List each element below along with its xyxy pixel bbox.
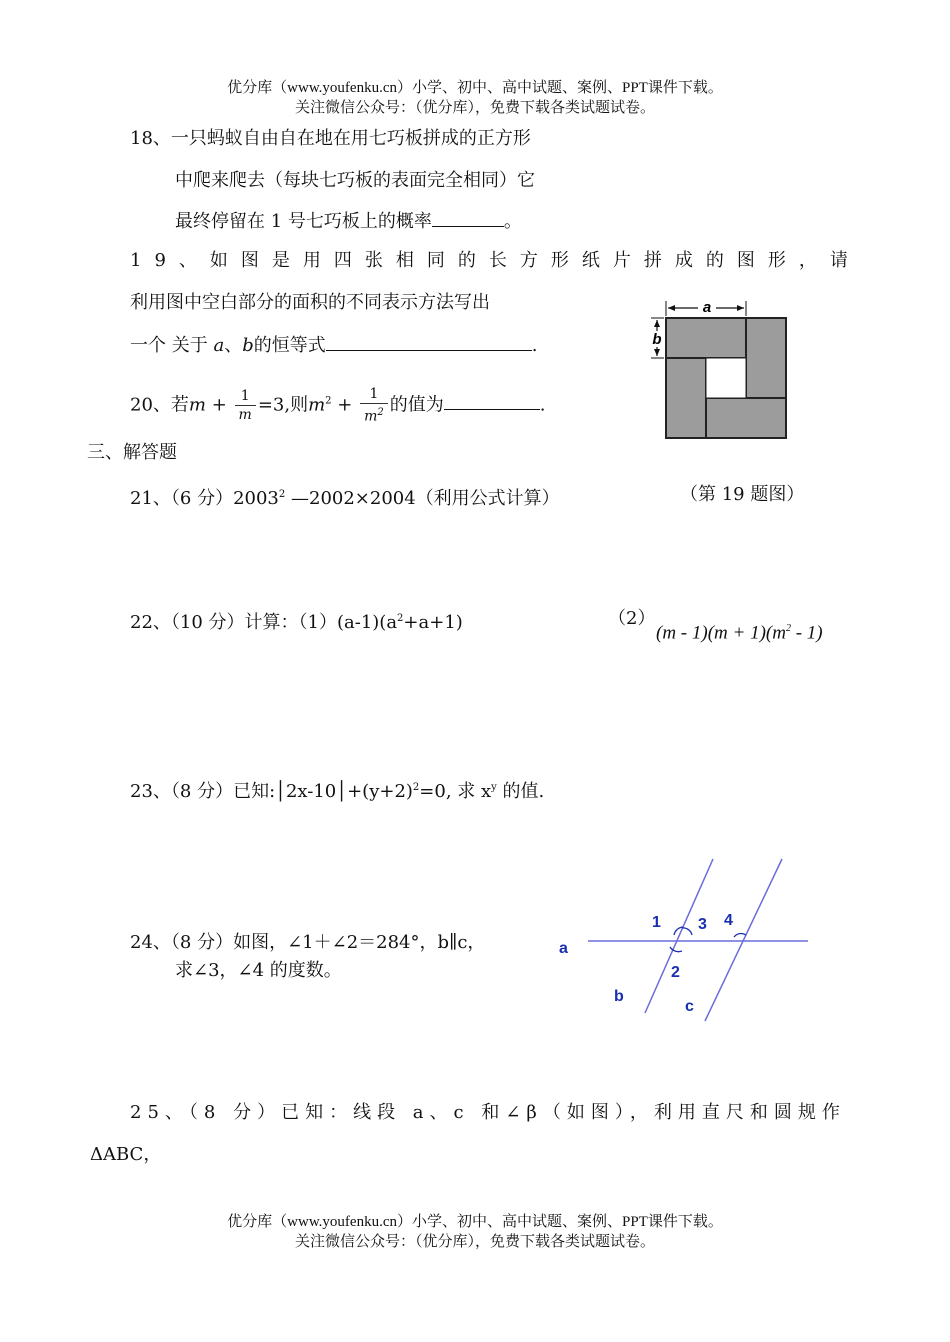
q24-line-b — [645, 859, 713, 1013]
q24-line-c — [705, 859, 782, 1021]
q19-text-a: 一个 关于 — [130, 335, 208, 356]
q20-prefix: 20、若 — [130, 394, 189, 416]
q19-rect-right — [746, 318, 786, 398]
q18-line-1: 18、一只蚂蚁自由自在地在用七巧板拼成的正方形 — [130, 128, 531, 149]
q21-text-b: —2002×2004（利用公式计算） — [285, 488, 560, 509]
q19-label-b: b — [652, 331, 662, 348]
q24-label-3: 3 — [698, 916, 707, 933]
q25-line-1: 25、（8 分）已知：线段 a、c 和∠β（如图），利用直尺和圆规作 — [130, 1102, 846, 1123]
q24-label-c: c — [685, 998, 694, 1015]
q19-var-b: b — [242, 335, 254, 356]
q20-suffix: 的值为 — [389, 394, 444, 416]
q20-fraction-2 — [360, 385, 388, 426]
q22-part1-a: 22、（10 分）计算：（1）(a-1)(a — [130, 612, 398, 633]
q23-line — [130, 775, 544, 805]
q22-part-1 — [130, 606, 463, 636]
q20-plus-2: + — [337, 394, 353, 416]
header-line-2: 关注微信公众号：（优分库），免费下载各类试题试卷。 — [294, 100, 655, 116]
q21-line — [130, 482, 560, 512]
q19-rect-top — [666, 318, 746, 358]
q24-figure — [550, 855, 820, 1030]
q18-text: 最终停留在 1 号七巧板上的概率 — [175, 211, 432, 232]
q22-expr-b: - 1) — [790, 622, 823, 644]
q19-rect-left — [666, 358, 706, 438]
q20-frac1-num: 1 — [235, 387, 256, 406]
q20-frac2-den-sq: 2 — [377, 407, 384, 418]
q20-end: . — [539, 394, 546, 416]
q19-figure-caption: （第 19 题图） — [680, 484, 805, 505]
q19-label-a: a — [702, 299, 712, 316]
footer-line-1: 优分库（www.youfenku.cn）小学、初中、高中试题、案例、PPT课件下载。 — [227, 1214, 723, 1230]
q20-frac2-num: 1 — [360, 385, 388, 404]
q24-line-2: 求∠3，∠4 的度数。 — [175, 960, 342, 981]
q24-angle-arc-4 — [734, 934, 746, 937]
q24-label-1: 1 — [652, 914, 661, 931]
q24-line-1: 24、（8 分）如图，∠1＋∠2＝284°，b∥c， — [130, 932, 486, 953]
q20-sq-1: 2 — [325, 395, 332, 407]
q20-frac2-den-m: m — [364, 408, 378, 425]
q20-eq: =3,则 — [257, 394, 309, 416]
q21-sq: 2 — [278, 489, 286, 500]
q20-line — [130, 385, 546, 426]
section-3-heading: 三、解答题 — [87, 442, 177, 463]
q22-part1-b: +a+1) — [403, 612, 463, 633]
q20-plus-1: + — [211, 394, 227, 416]
header-line-1: 优分库（www.youfenku.cn）小学、初中、高中试题、案例、PPT课件下载。 — [227, 80, 723, 96]
q19-answer-blank[interactable] — [326, 332, 532, 351]
footer-line-2: 关注微信公众号：（优分库），免费下载各类试题试卷。 — [294, 1234, 655, 1250]
q19-var-a: a — [213, 335, 225, 356]
q23-text-b: =0, 求 x — [419, 781, 492, 802]
q20-m-squared: m — [308, 394, 326, 416]
q19-line-3 — [130, 332, 537, 359]
q20-m: m — [188, 394, 206, 416]
q19-line-1: 19、如图是用四张相同的长方形纸片拼成的图形，请 — [130, 250, 861, 271]
q19-line-2: 利用图中空白部分的面积的不同表示方法写出 — [130, 292, 490, 313]
q19-figure — [648, 298, 793, 443]
q19-text-b: 的恒等式 — [253, 335, 326, 356]
q24-label-2: 2 — [671, 964, 680, 981]
q24-angle-arc-3 — [682, 928, 692, 935]
q18-end: 。 — [503, 211, 522, 232]
q25-line-2: ΔABC， — [90, 1144, 162, 1165]
q21-text-a: 21、（6 分）2003 — [130, 488, 279, 509]
q18-line-3 — [175, 208, 522, 235]
q19-end: . — [531, 335, 538, 356]
q22-expr-a: (m - 1)(m + 1)(m — [656, 622, 786, 644]
q20-frac1-den: m — [238, 406, 252, 423]
q23-text-a: 23、（8 分）已知:│2x-10│+(y+2) — [130, 781, 413, 802]
q24-label-4: 4 — [724, 912, 733, 929]
q20-fraction-1 — [235, 387, 256, 424]
q22-sq: 2 — [397, 613, 404, 624]
q20-frac2-den — [360, 404, 388, 426]
q19-center-square — [706, 358, 746, 398]
q18-line-2: 中爬来爬去（每块七巧板的表面完全相同）它 — [175, 170, 535, 191]
q22-part-2-label: （2） — [608, 608, 656, 629]
q23-sq: 2 — [412, 782, 420, 793]
q20-answer-blank[interactable] — [444, 391, 540, 410]
q22-part-2-expr — [656, 616, 823, 646]
q19-rect-bottom — [706, 398, 786, 438]
q22-expr-sq: 2 — [785, 623, 791, 634]
q24-label-b: b — [614, 988, 624, 1005]
q24-label-a: a — [559, 940, 568, 957]
q23-text-c: 的值. — [496, 781, 545, 802]
q23-sup-y: y — [491, 782, 497, 793]
q19-sep: 、 — [224, 335, 243, 356]
q18-answer-blank[interactable] — [432, 208, 504, 227]
